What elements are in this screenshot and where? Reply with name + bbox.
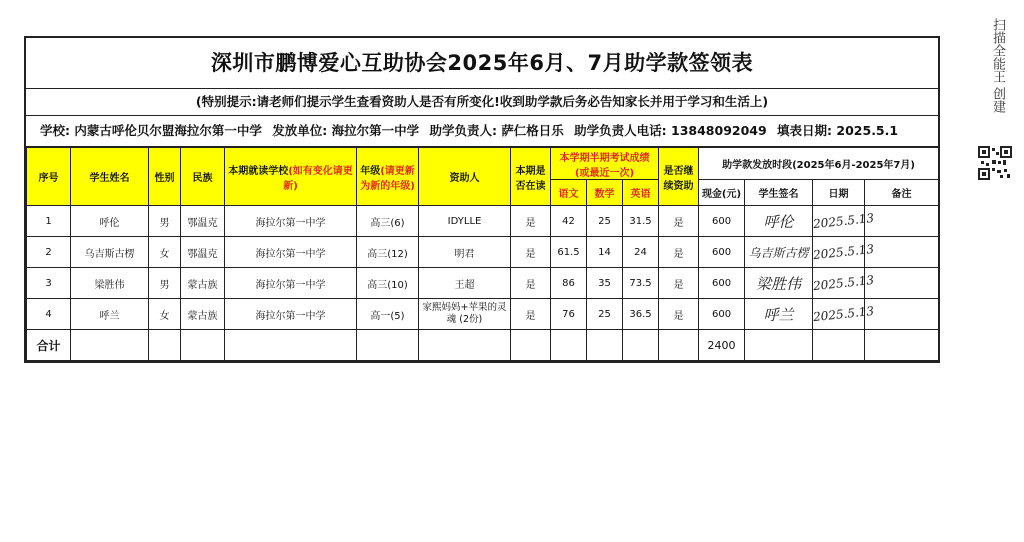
- info-principal: 助学负责人: 萨仁格日乐: [429, 123, 564, 138]
- sign-sheet: [24, 36, 940, 363]
- cell-name: 呼兰: [71, 299, 149, 330]
- empty-cell: [149, 330, 181, 361]
- header-scores-note: (或最近一次): [574, 167, 635, 179]
- empty-cell: [357, 330, 419, 361]
- empty-cell: [225, 330, 357, 361]
- info-issuer: 发放单位: 海拉尔第一中学: [272, 123, 420, 138]
- empty-cell: [865, 330, 939, 361]
- cell-date: [812, 299, 875, 330]
- cell-enrolled: 是: [511, 206, 551, 237]
- cell-chinese: 61.5: [551, 237, 587, 268]
- cell-seq: 2: [27, 237, 71, 268]
- header-enrolled: 本期是否在读: [511, 148, 551, 206]
- handwritten-date: 2025.5.13: [812, 241, 875, 263]
- cell-math: 25: [587, 206, 623, 237]
- cell-math: 14: [587, 237, 623, 268]
- cell-school: 海拉尔第一中学: [225, 206, 357, 237]
- handwritten-date: 2025.5.13: [812, 303, 875, 325]
- qr-code-icon: [978, 146, 1012, 180]
- empty-cell: [587, 330, 623, 361]
- table-row: [27, 299, 939, 330]
- cell-name: 梁胜伟: [71, 268, 149, 299]
- cell-sponsor: 明君: [419, 237, 511, 268]
- cell-ethnicity: 鄂温克: [181, 206, 225, 237]
- cell-ethnicity: 蒙古族: [181, 268, 225, 299]
- header-gender: 性别: [149, 148, 181, 206]
- cell-remark: [865, 206, 939, 237]
- header-seq: 序号: [27, 148, 71, 206]
- total-cash: 2400: [699, 330, 745, 361]
- cell-cash: 600: [699, 299, 745, 330]
- cell-gender: 男: [149, 206, 181, 237]
- header-chinese: 语文: [551, 180, 587, 206]
- cell-english: 24: [623, 237, 659, 268]
- cell-continue: 是: [659, 268, 699, 299]
- header-school-main: 本期就读学校: [228, 165, 289, 177]
- empty-cell: [71, 330, 149, 361]
- cell-chinese: 42: [551, 206, 587, 237]
- header-school-note: (如有变化请更新): [283, 165, 353, 192]
- header-scores: [551, 148, 659, 180]
- cell-remark: [865, 299, 939, 330]
- cell-continue: 是: [659, 206, 699, 237]
- empty-cell: [659, 330, 699, 361]
- cell-enrolled: 是: [511, 299, 551, 330]
- table-row: [27, 237, 939, 268]
- header-grade: [357, 148, 419, 206]
- header-grade-main: 年级: [360, 165, 381, 177]
- cell-school: 海拉尔第一中学: [225, 237, 357, 268]
- cell-sponsor: IDYLLE: [419, 206, 511, 237]
- cell-grade: 高一(5): [357, 299, 419, 330]
- cell-seq: 1: [27, 206, 71, 237]
- cell-school: 海拉尔第一中学: [225, 268, 357, 299]
- total-label: 合计: [27, 330, 71, 361]
- table-row: [27, 268, 939, 299]
- cell-signature: 乌吉斯古楞: [745, 237, 813, 268]
- cell-chinese: 76: [551, 299, 587, 330]
- cell-cash: 600: [699, 206, 745, 237]
- cell-date: [812, 237, 875, 268]
- cell-sponsor: 家熙妈妈+苹果的灵魂 (2份): [419, 299, 511, 330]
- empty-cell: [623, 330, 659, 361]
- empty-cell: [511, 330, 551, 361]
- cell-date: [812, 206, 875, 237]
- empty-cell: [813, 330, 865, 361]
- cell-english: 36.5: [623, 299, 659, 330]
- header-sponsor: 资助人: [419, 148, 511, 206]
- cell-cash: 600: [699, 237, 745, 268]
- cell-ethnicity: 鄂温克: [181, 237, 225, 268]
- header-cash: 现金(元): [699, 180, 745, 206]
- cell-sponsor: 王超: [419, 268, 511, 299]
- cell-continue: 是: [659, 237, 699, 268]
- header-scores-title: 本学期半期考试成绩: [559, 152, 650, 164]
- header-grade-note: (请更新为新的年级): [360, 165, 415, 192]
- header-signature: 学生签名: [745, 180, 813, 206]
- cell-math: 25: [587, 299, 623, 330]
- header-english: 英语: [623, 180, 659, 206]
- cell-date: [812, 268, 875, 299]
- info-phone: 助学负责人电话: 13848092049: [574, 123, 767, 138]
- cell-signature: 呼伦: [745, 206, 813, 237]
- info-line: [26, 116, 938, 147]
- page-title: 深圳市鹏博爱心互助协会2025年6月、7月助学款签领表: [26, 38, 938, 89]
- cell-school: 海拉尔第一中学: [225, 299, 357, 330]
- header-continue: 是否继续资助: [659, 148, 699, 206]
- cell-english: 31.5: [623, 206, 659, 237]
- info-school: 学校: 内蒙古呼伦贝尔盟海拉尔第一中学: [40, 123, 262, 138]
- cell-chinese: 86: [551, 268, 587, 299]
- cell-seq: 3: [27, 268, 71, 299]
- cell-signature: 梁胜伟: [745, 268, 813, 299]
- header-date: 日期: [813, 180, 865, 206]
- empty-cell: [181, 330, 225, 361]
- handwritten-date: 2025.5.13: [812, 272, 875, 294]
- empty-cell: [419, 330, 511, 361]
- header-school: [225, 148, 357, 206]
- cell-remark: [865, 237, 939, 268]
- table-row: [27, 206, 939, 237]
- cell-cash: 600: [699, 268, 745, 299]
- cell-enrolled: 是: [511, 268, 551, 299]
- header-ethnicity: 民族: [181, 148, 225, 206]
- header-name: 学生姓名: [71, 148, 149, 206]
- info-date: 填表日期: 2025.5.1: [777, 123, 899, 138]
- header-math: 数学: [587, 180, 623, 206]
- cell-remark: [865, 268, 939, 299]
- cell-gender: 女: [149, 299, 181, 330]
- scanner-watermark: 扫描全能王 创建: [990, 18, 1005, 114]
- cell-enrolled: 是: [511, 237, 551, 268]
- cell-grade: 高三(12): [357, 237, 419, 268]
- cell-english: 73.5: [623, 268, 659, 299]
- empty-cell: [551, 330, 587, 361]
- cell-gender: 男: [149, 268, 181, 299]
- cell-continue: 是: [659, 299, 699, 330]
- empty-cell: [745, 330, 813, 361]
- cell-ethnicity: 蒙古族: [181, 299, 225, 330]
- cell-math: 35: [587, 268, 623, 299]
- notice-text: (特别提示:请老师们提示学生查看资助人是否有所变化!收到助学款后务必告知家长并用于学习和生活上): [26, 89, 938, 116]
- cell-name: 呼伦: [71, 206, 149, 237]
- cell-grade: 高三(6): [357, 206, 419, 237]
- cell-signature: 呼兰: [745, 299, 813, 330]
- cell-gender: 女: [149, 237, 181, 268]
- sign-table: [26, 147, 939, 361]
- cell-name: 乌吉斯古楞: [71, 237, 149, 268]
- total-row: [27, 330, 939, 361]
- header-period: 助学款发放时段(2025年6月-2025年7月): [699, 148, 939, 180]
- header-remark: 备注: [865, 180, 939, 206]
- handwritten-date: 2025.5.13: [812, 210, 875, 232]
- cell-seq: 4: [27, 299, 71, 330]
- cell-grade: 高三(10): [357, 268, 419, 299]
